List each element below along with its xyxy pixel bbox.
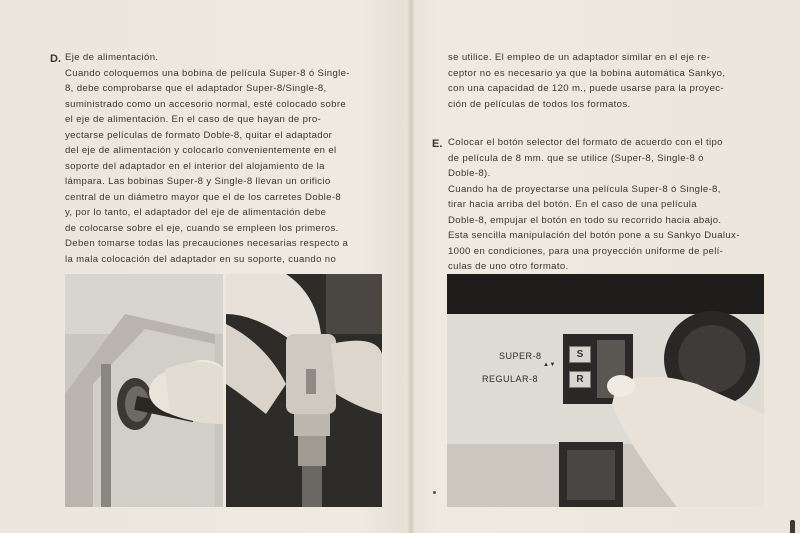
photo-format-selector [447, 274, 764, 507]
text-line: lámpara. Las bobinas Super-8 y Single-8 llevan un orificio [65, 176, 331, 187]
text-line: ción de películas de todos los formatos. [448, 98, 631, 110]
arrows-label: ▲▼ [543, 362, 556, 368]
page-dot [433, 491, 436, 494]
text-line: el eje de alimentación. En el caso de que hayan de pro- [65, 114, 322, 125]
text-line: Esta sencilla manipulación del botón pone a su Sankyo Dualux- [448, 230, 740, 241]
text-line: se utilice. El empleo de un adaptador similar en el eje re- [448, 52, 711, 63]
super8-label: SUPER-8 [499, 351, 542, 361]
text-line: tirar hacia arriba del botón. En el caso de una película [448, 199, 697, 210]
section-d-text [65, 50, 383, 267]
text-line: del eje de alimentación y colocarlo convenientemente en el [65, 145, 337, 156]
text-line: central de un diámetro mayor que el de los carretes Doble-8 [65, 191, 342, 203]
feed-spindle-illustration [65, 274, 223, 507]
selector-illustration [447, 274, 764, 507]
text-line: Deben tomarse todas las precauciones necesarias respecto a [65, 238, 349, 249]
text-line: de película de 8 mm. que se utilice (Super-8, Single-8 ó [448, 152, 704, 164]
photo-feed-spindle [65, 274, 223, 507]
text-line: Doble-8). [448, 168, 491, 179]
regular8-label: REGULAR-8 [482, 374, 539, 384]
text-line: 1000 en condiciones, para una proyección uniforme de pelí- [448, 245, 724, 257]
text-line: Cuando coloquemos una bobina de película Super-8 ó Single- [65, 67, 350, 79]
page-gutter [407, 0, 415, 533]
text-line: soporte del adaptador en el interior del alojamiento de la [65, 160, 325, 172]
text-line: ceptor no es necesario ya que la bobina automática Sankyo, [448, 67, 726, 79]
section-e-marker: E. [432, 138, 443, 150]
section-d-marker: D. [50, 53, 61, 65]
text-line: culas de uno otro formato. [448, 261, 569, 272]
adaptor-illustration [226, 274, 382, 507]
continuation-text [448, 50, 766, 112]
photo-adaptor-closeup [226, 274, 382, 507]
page-edge-tab [790, 520, 795, 533]
text-line: con una capacidad de 120 m., puede usarse para la proyec- [448, 83, 724, 94]
text-line: 8, debe comprobarse que el adaptador Super-8/Single-8, [65, 83, 327, 94]
text-line: de colocarse sobre el eje, cuando se empleen los primeros. [65, 222, 339, 234]
section-e-text [448, 135, 766, 275]
text-line: Doble-8, empujar el botón en todo su recorrido hacia abajo. [448, 214, 722, 226]
text-line: suministrado como un accesorio normal, esté colocado sobre [65, 98, 347, 110]
section-e-heading: Colocar el botón selector del formato de acuerdo con el tipo [448, 137, 723, 148]
regular8-button-r[interactable]: R [569, 371, 591, 388]
text-line: Cuando ha de proyectarse una película Super-8 ó Single-8, [448, 183, 721, 195]
text-line: yectarse películas de formato Doble-8, quitar el adaptador [65, 129, 333, 141]
text-line: la mala colocación del adaptador en su soporte, cuando no [65, 253, 337, 265]
super8-button-s[interactable]: S [569, 346, 591, 363]
section-d-heading: Eje de alimentación. [65, 52, 159, 63]
text-line: y, por lo tanto, el adaptador del eje de alimentación debe [65, 207, 327, 218]
